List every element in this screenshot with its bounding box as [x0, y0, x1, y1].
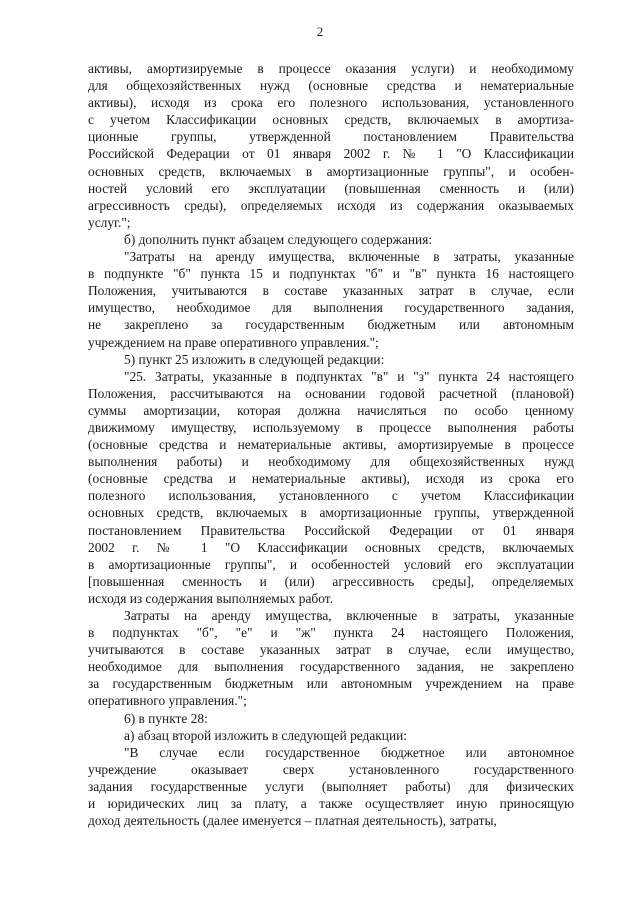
text-line: услуг."; [88, 214, 131, 230]
text-line: суммы амортизации, которая должна начисляться по особо ценному [88, 402, 574, 418]
text-line: имущество, необходимое для выполнения государственного задания, [88, 300, 574, 316]
paragraph [88, 60, 574, 231]
text-line: ционные группы, утвержденной постановлением Правительства [88, 129, 574, 145]
document-body [88, 60, 574, 829]
text-line: "25. Затраты, указанные в подпунктах "в" и "з" пункта 24 настоящего [124, 368, 574, 384]
text-line: движимому имуществу, используемому в процессе выполнения работы [88, 419, 574, 435]
text-line: доход деятельность (далее именуется – платная деятельность), затраты, [88, 813, 497, 829]
text-line: постановлением Правительства Российской Федерации от 01 января [88, 522, 574, 538]
text-line: основных средств, включаемых в амортизационные группы, утвержденной [88, 505, 574, 521]
text-line: "В случае если государственное бюджетное или автономное [124, 744, 574, 760]
text-line: (основные средства и нематериальные активы, амортизируемые в процессе [88, 437, 574, 453]
text-line: в подпункте "б" пункта 15 и подпунктах "б" и "в" пункта 16 настоящего [88, 266, 574, 282]
text-line: агрессивность среды), определяемых исходя из содержания оказываемых [88, 197, 574, 213]
text-line: Положения, учитываются в составе указанных затрат в случае, если [88, 283, 574, 299]
text-line: задания государственные услуги (выполняет работы) для физических [88, 778, 574, 794]
text-line: 6) в пункте 28: [124, 710, 208, 726]
text-line: [повышенная сменность и (или) агрессивность среды], определяемых [88, 573, 574, 589]
text-line: за государственным бюджетным или автономным учреждением на праве [88, 676, 574, 692]
text-line: основных средств, включаемых в амортизационные группы", и особен- [88, 163, 574, 179]
text-line: 5) пункт 25 изложить в следующей редакции: [124, 351, 385, 367]
text-line: выполнения работы) и необходимому для общехозяйственных нужд [88, 454, 574, 470]
text-line: ностей условий его эксплуатации (повышенная сменность и (или) [88, 180, 574, 196]
text-line: полезного использования, установленного с учетом Классификации [88, 488, 574, 504]
paragraph [88, 727, 574, 744]
text-line: в амортизационные группы", и особенностей условий его эксплуатации [88, 556, 574, 572]
text-line: не закреплено за государственным бюджетным или автономным [88, 317, 574, 333]
text-line: (основные средства и нематериальные активы), исходя из срока его [88, 471, 574, 487]
text-line: учитываются в составе указанных затрат в случае, если имущество, [88, 642, 574, 658]
page-number: 2 [316, 24, 324, 39]
text-line: "Затраты на аренду имущества, включенные в затраты, указанные [124, 249, 574, 265]
paragraph [88, 710, 574, 727]
text-line: а) абзац второй изложить в следующей редакции: [124, 727, 408, 743]
text-line: с учетом Классификации основных средств, включаемых в амортиза- [88, 112, 574, 128]
text-line: б) дополнить пункт абзацем следующего содержания: [124, 231, 433, 247]
text-line: 2002 г. № 1 "О Классификации основных средств, включаемых [88, 539, 574, 555]
paragraph [88, 744, 574, 829]
paragraph [88, 368, 574, 607]
text-line: активы, амортизируемые в процессе оказания услуги) и необходимому [88, 61, 574, 76]
text-line: и юридических лиц за плату, а также осуществляет иную приносящую [88, 796, 574, 812]
text-line: в подпунктах "б", "е" и "ж" пункта 24 настоящего Положения, [88, 625, 574, 641]
text-line: Положения, рассчитываются на основании годовой расчетной (плановой) [88, 385, 574, 401]
text-line: Российской Федерации от 01 января 2002 г. № 1 "О Классификации [88, 146, 574, 162]
paragraph [88, 351, 574, 368]
text-line: учреждение оказывает сверх установленного государственного [88, 761, 574, 777]
paragraph [88, 607, 574, 710]
paragraph [88, 248, 574, 351]
text-line: активы), исходя из срока его полезного использования, установленного [88, 95, 574, 111]
text-line: необходимое для выполнения государственного задания, не закреплено [88, 659, 574, 675]
text-line: учреждением на праве оперативного управления."; [88, 334, 379, 350]
text-line: оперативного управления."; [88, 693, 247, 709]
paragraph [88, 231, 574, 248]
text-line: для общехозяйственных нужд (основные средства и нематериальные [88, 78, 574, 94]
text-line: исходя из содержания выполняемых работ. [88, 590, 333, 606]
text-line: Затраты на аренду имущества, включенные в затраты, указанные [124, 608, 574, 623]
